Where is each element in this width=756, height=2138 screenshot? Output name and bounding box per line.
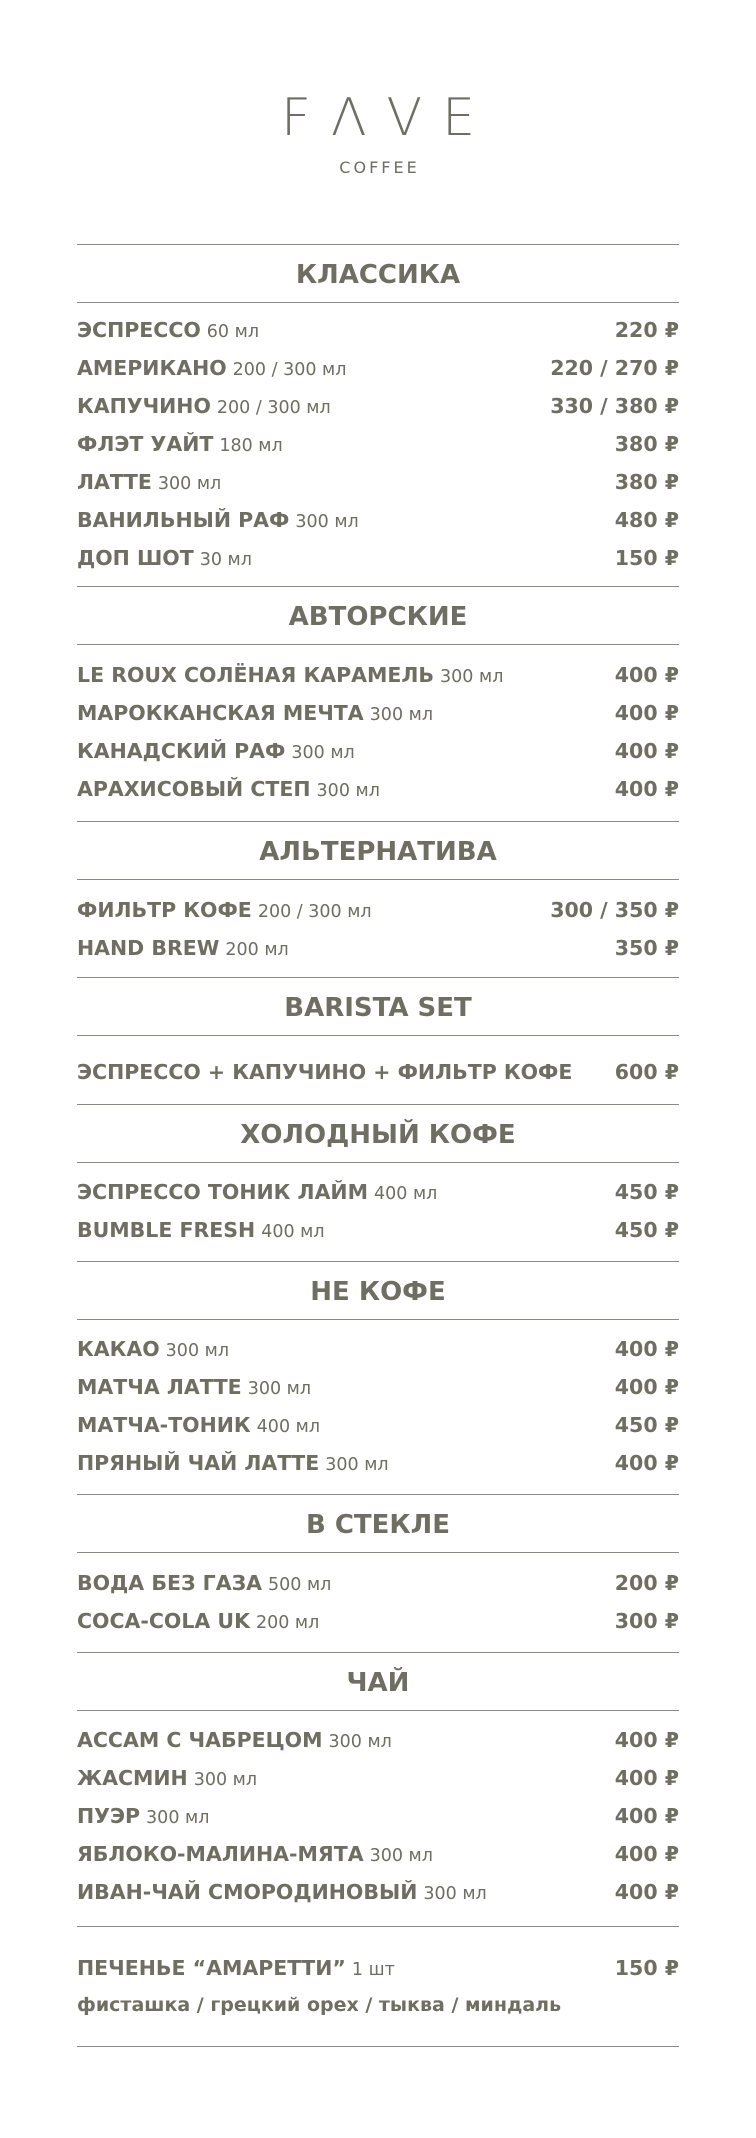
item-name: АМЕРИКАНО (77, 356, 227, 380)
item-price: 450 ₽ (614, 1180, 679, 1204)
section-divider (77, 1162, 679, 1163)
item-volume: 60 мл (206, 322, 260, 342)
menu-item (77, 1411, 679, 1439)
item-price: 400 ₽ (614, 663, 679, 687)
section-title-bottled: В СТЕКЛЕ (305, 1510, 451, 1540)
section-divider (77, 1494, 679, 1495)
item-name: КАНАДСКИЙ РАФ (77, 739, 286, 763)
section-divider (77, 1319, 679, 1320)
item-volume: 300 мл (295, 512, 359, 532)
item-volume: 300 мл (291, 743, 355, 763)
menu-item (77, 896, 679, 924)
item-price: 380 ₽ (614, 470, 679, 494)
item-volume: 200 мл (225, 940, 289, 960)
item-price: 450 ₽ (614, 1218, 679, 1242)
item-name: ПУЭР (77, 1804, 141, 1828)
menu-item (77, 737, 679, 765)
item-volume: 300 мл (247, 1379, 312, 1399)
item-price: 380 ₽ (614, 432, 679, 456)
menu-item (77, 1373, 679, 1401)
item-price: 150 ₽ (614, 546, 679, 570)
item-price: 400 ₽ (614, 1842, 679, 1866)
item-volume: 500 мл (268, 1575, 332, 1595)
section-title-alternative: АЛЬТЕРНАТИВА (259, 837, 497, 867)
section-title-signature: АВТОРСКИЕ (288, 602, 468, 632)
section-divider (77, 1652, 679, 1653)
menu-item (77, 544, 679, 572)
item-name: АРАХИСОВЫЙ СТЕП (77, 777, 311, 801)
menu-item-cookie (77, 1954, 679, 1982)
item-name: ВОДА БЕЗ ГАЗА (77, 1571, 263, 1595)
item-price: 400 ₽ (614, 1451, 679, 1475)
item-volume: 200 / 300 мл (257, 902, 372, 922)
item-volume: 1 шт (351, 1960, 395, 1980)
item-volume: 180 мл (219, 436, 283, 456)
brand-logo-word: FΛVE (281, 88, 495, 148)
item-price: 400 ₽ (614, 701, 679, 725)
section-divider (77, 821, 679, 822)
section-divider (77, 644, 679, 645)
section-title-tea: ЧАЙ (346, 1668, 410, 1698)
item-volume: 300 мл (146, 1808, 210, 1828)
menu-item (77, 775, 679, 803)
menu-item (77, 1802, 679, 1830)
item-name: МАРОККАНСКАЯ МЕЧТА (77, 701, 364, 725)
item-volume: 400 мл (374, 1184, 438, 1204)
item-name: АССАМ С ЧАБРЕЦОМ (77, 1728, 323, 1752)
menu-item (77, 661, 679, 689)
item-price: 200 ₽ (614, 1571, 679, 1595)
item-name: LE ROUX СОЛЁНАЯ КАРАМЕЛЬ (77, 663, 435, 687)
brand-logo (0, 90, 756, 177)
menu-item (77, 1764, 679, 1792)
section-divider (77, 2046, 679, 2047)
item-price: 350 ₽ (614, 936, 679, 960)
menu-item (77, 1178, 679, 1206)
item-name: ЭСПРЕССО + КАПУЧИНО + ФИЛЬТР КОФЕ (77, 1060, 573, 1084)
item-name: ЛАТТЕ (77, 470, 152, 494)
item-volume: 300 мл (316, 781, 380, 801)
item-price: 400 ₽ (614, 1375, 679, 1399)
menu-item (77, 1216, 679, 1244)
item-name: ЭСПРЕССО ТОНИК ЛАЙМ (77, 1180, 368, 1204)
item-name: КАКАО (77, 1337, 160, 1361)
section-title-not-coffee: НЕ КОФЕ (310, 1277, 446, 1307)
item-name: ФЛЭТ УАЙТ (77, 432, 214, 456)
section-divider (77, 1261, 679, 1262)
item-price: 600 ₽ (614, 1060, 679, 1084)
section-divider (77, 244, 679, 245)
menu-item (77, 1726, 679, 1754)
menu-item (77, 506, 679, 534)
item-name: ВАНИЛЬНЫЙ РАФ (77, 508, 290, 532)
item-volume: 300 мл (325, 1455, 389, 1475)
item-price: 400 ₽ (614, 777, 679, 801)
item-name: ЖАСМИН (77, 1766, 188, 1790)
item-name: HAND BREW (77, 936, 220, 960)
item-volume: 300 мл (157, 474, 222, 494)
brand-subtitle: COFFEE (339, 158, 420, 177)
section-divider (77, 1552, 679, 1553)
item-name: МАТЧА-ТОНИК (77, 1413, 251, 1437)
item-volume: 30 мл (199, 550, 252, 570)
item-volume: 300 мл (328, 1732, 392, 1752)
item-price: 150 ₽ (614, 1956, 679, 1980)
item-price: 450 ₽ (614, 1413, 679, 1437)
menu-item (77, 934, 679, 962)
cookie-flavors: фисташка / грецкий орех / тыква / миндаль (77, 1994, 562, 2016)
item-volume: 200 / 300 мл (216, 398, 331, 418)
menu-item (77, 699, 679, 727)
item-name: КАПУЧИНО (77, 394, 211, 418)
item-volume: 300 мл (369, 1846, 433, 1866)
item-volume: 300 мл (369, 705, 434, 725)
item-price: 400 ₽ (614, 739, 679, 763)
menu-item (77, 392, 679, 420)
section-title-barista-set: BARISTA SET (284, 993, 472, 1023)
section-divider (77, 1710, 679, 1711)
menu-item (77, 1840, 679, 1868)
item-price: 220 / 270 ₽ (550, 356, 679, 380)
item-price: 400 ₽ (614, 1337, 679, 1361)
item-volume: 200 мл (255, 1613, 320, 1633)
section-title-cold-coffee: ХОЛОДНЫЙ КОФЕ (240, 1120, 516, 1150)
menu-item (77, 1878, 679, 1906)
item-price: 300 / 350 ₽ (550, 898, 679, 922)
item-name: ЯБЛОКО-МАЛИНА-МЯТА (77, 1842, 364, 1866)
section-divider (77, 977, 679, 978)
item-price: 400 ₽ (614, 1880, 679, 1904)
item-volume: 300 мл (423, 1884, 487, 1904)
item-name: ПЕЧЕНЬЕ “АМАРЕТТИ” (77, 1956, 346, 1980)
item-price: 400 ₽ (614, 1728, 679, 1752)
item-price: 480 ₽ (614, 508, 679, 532)
item-name: BUMBLE FRESH (77, 1218, 256, 1242)
item-price: 220 ₽ (614, 318, 679, 342)
item-price: 400 ₽ (614, 1766, 679, 1790)
item-name: ДОП ШОТ (77, 546, 194, 570)
item-price: 400 ₽ (614, 1804, 679, 1828)
section-divider (77, 302, 679, 303)
menu-item (77, 1569, 679, 1597)
menu-item (77, 316, 679, 344)
item-name: ПРЯНЫЙ ЧАЙ ЛАТТЕ (77, 1451, 320, 1475)
item-volume: 200 / 300 мл (232, 360, 347, 380)
item-name: COCA-COLA UK (77, 1609, 250, 1633)
item-name: ЭСПРЕССО (77, 318, 201, 342)
section-divider (77, 879, 679, 880)
menu-item (77, 354, 679, 382)
item-name: МАТЧА ЛАТТЕ (77, 1375, 242, 1399)
item-volume: 300 мл (193, 1770, 258, 1790)
item-volume: 400 мл (256, 1417, 321, 1437)
item-price: 330 / 380 ₽ (550, 394, 679, 418)
menu-item (77, 1058, 679, 1086)
section-divider (77, 586, 679, 587)
item-volume: 300 мл (440, 667, 504, 687)
section-divider (77, 1926, 679, 1927)
menu-item (77, 468, 679, 496)
section-divider (77, 1035, 679, 1036)
item-volume: 300 мл (165, 1341, 230, 1361)
menu-item (77, 1449, 679, 1477)
item-volume: 400 мл (261, 1222, 325, 1242)
menu-item (77, 1607, 679, 1635)
menu-item (77, 430, 679, 458)
menu-item (77, 1335, 679, 1363)
section-title-classic: КЛАССИКА (295, 260, 461, 290)
item-name: ФИЛЬТР КОФЕ (77, 898, 252, 922)
item-name: ИВАН-ЧАЙ СМОРОДИНОВЫЙ (77, 1880, 418, 1904)
section-divider (77, 1104, 679, 1105)
item-price: 300 ₽ (614, 1609, 679, 1633)
